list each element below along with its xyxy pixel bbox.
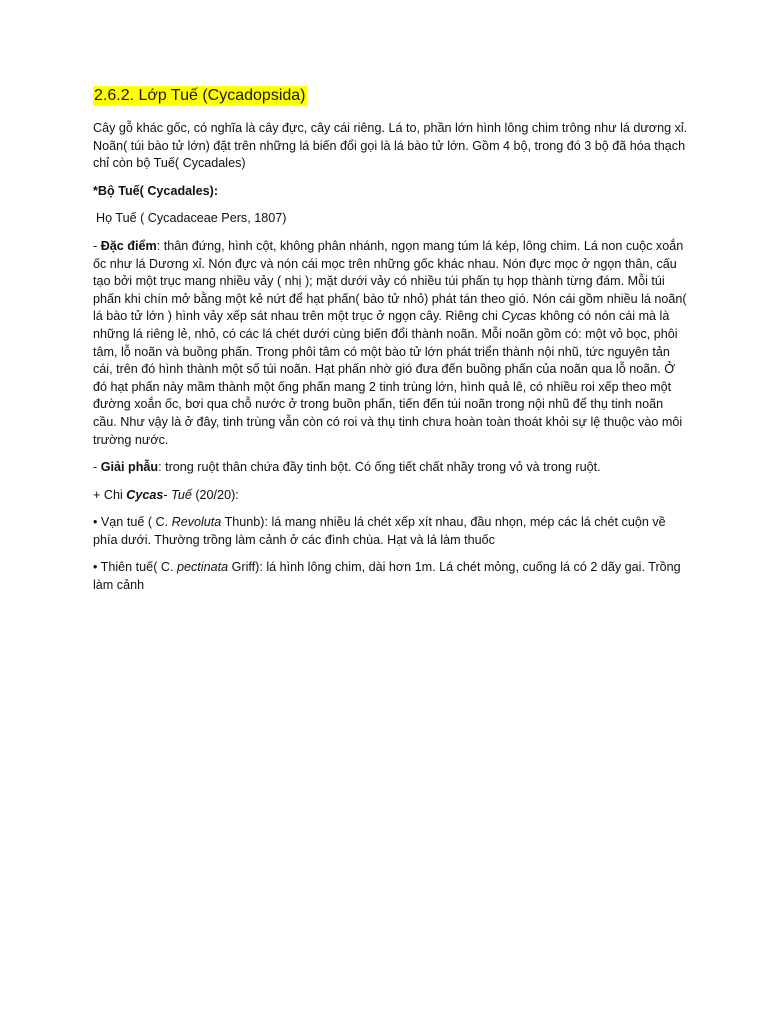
features-paragraph	[93, 238, 688, 449]
anatomy-label: Giải phẫu	[100, 460, 159, 475]
genus-line	[93, 487, 688, 505]
genus-name: Cycas	[126, 487, 164, 502]
genus-common-name: Tuế	[171, 487, 192, 502]
species-2-paragraph	[93, 559, 688, 594]
anatomy-text: : trong ruột thân chứa đầy tinh bột. Có ống tiết chất nhầy trong vỏ và trong ruột.	[158, 460, 601, 475]
features-prefix: -	[93, 238, 101, 253]
species-1-paragraph	[93, 514, 688, 549]
order-heading-text: *Bộ Tuế( Cycadales):	[93, 183, 219, 198]
features-genus: Cycas	[501, 309, 537, 324]
species-2-bullet: • Thiên tuế( C.	[93, 560, 177, 575]
anatomy-prefix: -	[93, 460, 101, 475]
species-1-text: Thunb): lá mang nhiều lá chét xếp xít nhau, đầu nhọn, mép các lá chét cuộn về phía dưới. Thường trồng làm cảnh ở các đình chùa. Hạt và lá làm thuốc	[93, 515, 666, 547]
species-1-epithet: Revoluta	[171, 515, 222, 530]
species-2-epithet: pectinata	[176, 560, 229, 575]
genus-count: (20/20):	[191, 487, 239, 502]
section-heading: 2.6.2. Lớp Tuế (Cycadopsida)	[94, 87, 306, 104]
intro-paragraph: Cây gỗ khác gốc, có nghĩa là cây đực, cây cái riêng. Lá to, phần lớn hình lông chim trông như lá dương xỉ. Noãn( túi bào tử lớn) đặt trên những lá biến đổi gọi là lá bào tử lớn. Gồm 4 bộ, trong đó 3 bộ đã hóa thạch chỉ còn bộ Tuế( Cycadales)	[93, 121, 688, 171]
order-heading	[93, 183, 688, 201]
family-line: Họ Tuế ( Cycadaceae Pers, 1807)	[96, 211, 287, 226]
genus-dash: -	[163, 487, 172, 502]
anatomy-paragraph	[93, 459, 688, 477]
species-2-text: Griff): lá hình lông chim, dài hơn 1m. Lá chét mỏng, cuống lá có 2 dãy gai. Trồng làm cảnh	[93, 560, 681, 593]
features-label: Đặc điểm	[100, 238, 157, 253]
genus-prefix: + Chi	[93, 487, 127, 502]
features-text-1: : thân đứng, hình cột, không phân nhánh, ngọn mang túm lá kép, lông chim. Lá non cuộc xoắn ốc như lá Dương xỉ. Nón đực và nón cái mọc trên những gốc khác nhau. Nón đực mọc ở ngọn thân, cấu tạo bởi một trục mang nhiều vảy ( nhị ); mặt dưới vảy có nhiều túi phấn tụ họp thành từng đám. Mỗi túi phấn khi chín mở bằng một kẻ nứt để hạt phấn( bào tử nhỏ) phát tán theo gió. Nón cái gồm nhiều lá noãn( lá bào tử lớn ) hình vảy xếp sát nhau trên một trục ở ngọn cây. Riêng chi	[93, 238, 687, 324]
species-1-bullet: • Vạn tuế ( C.	[93, 515, 172, 530]
features-text-2: không có nón cái mà là những lá riêng lẻ, nhỏ, có các lá chét dưới cùng biến đổi thành noãn. Mỗi noãn gồm có: một vỏ bọc, phôi tâm, lỗ noãn và buồng phấn. Trong phôi tâm có một bào tử lớn phát triển thành nội nhũ, tức nguyên tản cái, trên đó hình thành một số túi noãn. Hạt phấn nhờ gió đưa đến buồng phấn của noãn qua lỗ noãn. Ở đó hạt phấn này mầm thành một ống phấn mang 2 tinh trùng lớn, hình quả lê, có nhiều roi xếp theo một đường xoắn ốc, bơi qua chỗ nước ở trong buồn phấn, tiến đến túi noãn trong nội nhũ để thụ tinh noãn cầu. Như vậy là ở đây, tinh trùng vẫn còn có roi và thụ tinh chưa hoàn toàn thoát khỏi sự lệ thuộc vào môi trường nước.	[93, 309, 683, 447]
